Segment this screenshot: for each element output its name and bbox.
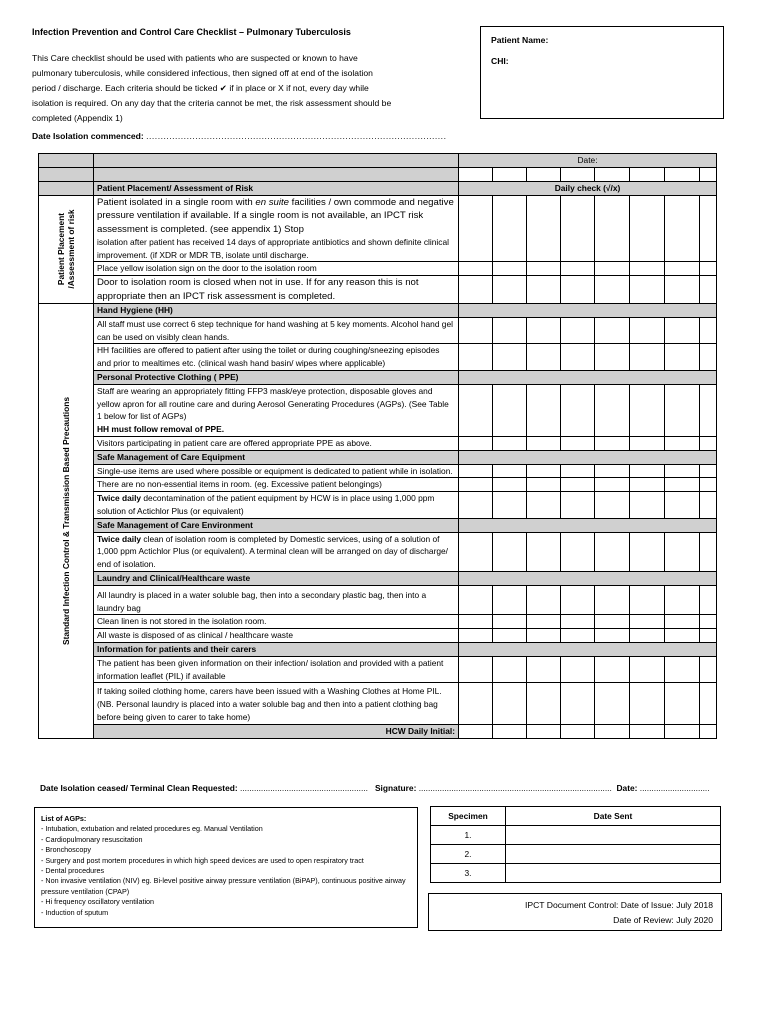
section-fill: [459, 450, 717, 464]
check-cell[interactable]: [630, 532, 665, 571]
date-label: Date:: [616, 783, 638, 793]
check-cell[interactable]: [700, 615, 717, 629]
check-cell[interactable]: [527, 437, 561, 451]
check-cell[interactable]: [527, 615, 561, 629]
date-sent-cell[interactable]: [506, 864, 721, 883]
intro-line: pulmonary tuberculosis, while considered infectious, then signed off at end of the isolation: [32, 68, 373, 78]
check-cell[interactable]: [493, 344, 527, 371]
check-cell[interactable]: [630, 437, 665, 451]
check-cell[interactable]: [459, 276, 493, 304]
checklist-item: Single-use items are used where possible or equipment is dedicated to patient while in isolation.: [94, 464, 459, 478]
check-cell[interactable]: [595, 262, 630, 276]
check-cell[interactable]: [665, 478, 700, 492]
daily-check-header: Daily check (√/x): [459, 182, 717, 196]
check-cell[interactable]: [493, 615, 527, 629]
check-cell[interactable]: [630, 262, 665, 276]
check-cell[interactable]: [595, 195, 630, 262]
check-cell[interactable]: [527, 464, 561, 478]
check-cell[interactable]: [700, 492, 717, 519]
check-cell[interactable]: [665, 344, 700, 371]
check-cell[interactable]: [630, 317, 665, 344]
specimen-header: Specimen: [431, 807, 506, 826]
check-cell[interactable]: [595, 437, 630, 451]
agp-item: - Dental procedures: [41, 866, 105, 876]
check-cell[interactable]: [700, 437, 717, 451]
side-label-line: Standard Infection Control & Transmission Based Precautions: [61, 396, 71, 645]
check-cell[interactable]: [561, 532, 595, 571]
agp-item: - Surgery and post mortem procedures in which high speed devices are used to open respiratory tract: [41, 855, 364, 865]
check-cell[interactable]: [459, 585, 493, 615]
patient-details-box: [480, 26, 724, 119]
intro-line: period / discharge. Each criteria should be ticked ✔ if in place or X if not, every day while: [32, 83, 369, 93]
check-cell[interactable]: [527, 492, 561, 519]
intro-paragraph: [32, 51, 462, 126]
check-cell[interactable]: [493, 656, 527, 683]
check-cell[interactable]: [561, 683, 595, 724]
check-cell[interactable]: [665, 492, 700, 519]
check-cell[interactable]: [630, 629, 665, 643]
check-cell[interactable]: [630, 195, 665, 262]
check-cell[interactable]: [665, 629, 700, 643]
check-cell[interactable]: [527, 629, 561, 643]
date-commenced-label: Date Isolation commenced:: [32, 131, 144, 141]
check-cell[interactable]: [493, 317, 527, 344]
date-sent-header: Date Sent: [506, 807, 721, 826]
checklist-item: Place yellow isolation sign on the door to the isolation room: [94, 262, 459, 276]
patient-name-field[interactable]: Patient Name:: [491, 35, 549, 45]
review-date-text: Date of Review: July 2020: [613, 915, 713, 925]
check-cell[interactable]: [459, 195, 493, 262]
check-cell[interactable]: [561, 492, 595, 519]
check-cell[interactable]: [561, 464, 595, 478]
checklist-item: Staff are wearing an appropriately fitting FFP3 mask/eye protection, disposable gloves and yellow apron for all routine care and during Aerosol Generating Procedures (AGPs). (See Table 1 below for list of AGPs) HH must follow removal of PPE.: [94, 384, 459, 436]
agp-item: - Bronchoscopy: [41, 845, 91, 855]
check-cell[interactable]: [630, 615, 665, 629]
check-cell[interactable]: [561, 344, 595, 371]
section-fill: [459, 572, 717, 586]
check-cell[interactable]: [527, 656, 561, 683]
check-cell[interactable]: [459, 344, 493, 371]
intro-line: This Care checklist should be used with patients who are suspected or known to have: [32, 53, 358, 63]
check-cell[interactable]: [630, 683, 665, 724]
check-cell[interactable]: [700, 585, 717, 615]
check-cell[interactable]: [561, 195, 595, 262]
section-fill: [459, 371, 717, 385]
checklist-item: Visitors participating in patient care are offered appropriate PPE as above.: [94, 437, 459, 451]
check-cell[interactable]: [527, 276, 561, 304]
check-cell[interactable]: [527, 317, 561, 344]
checklist-item: Twice daily clean of isolation room is completed by Domestic services, using of a solution of 1,000 ppm Actichlor Plus (or equivalent). A terminal clean will be arranged on day of discharge/ end of isolation.: [94, 532, 459, 571]
section-placement: Patient Placement/ Assessment of Risk: [94, 182, 459, 196]
agp-item: - Induction of sputum: [41, 907, 109, 917]
check-cell[interactable]: [561, 437, 595, 451]
header-blank-cell: [39, 182, 94, 196]
check-cell[interactable]: [493, 195, 527, 262]
check-cell[interactable]: [700, 384, 717, 436]
check-cell[interactable]: [527, 532, 561, 571]
check-cell[interactable]: [561, 629, 595, 643]
side-label-placement: [39, 195, 94, 303]
check-cell[interactable]: [665, 195, 700, 262]
date-cell[interactable]: [595, 168, 630, 182]
check-cell[interactable]: [630, 384, 665, 436]
check-cell[interactable]: [630, 478, 665, 492]
checklist-item: Clean linen is not stored in the isolation room.: [94, 615, 459, 629]
date-commenced-field[interactable]: [32, 131, 446, 141]
check-cell[interactable]: [665, 615, 700, 629]
check-cell[interactable]: [665, 464, 700, 478]
section-fill: [459, 304, 717, 318]
check-cell[interactable]: [493, 585, 527, 615]
check-cell[interactable]: [493, 437, 527, 451]
check-cell[interactable]: [630, 492, 665, 519]
date-cell[interactable]: [561, 168, 595, 182]
issue-date-text: IPCT Document Control: Date of Issue: July 2018: [524, 900, 713, 910]
agp-item: - Non invasive ventilation (NIV) eg. Bi-level positive airway pressure ventilation (BiPAP), continuous positive airway pressure ventilation (CPAP): [41, 876, 406, 896]
date-sent-cell[interactable]: [506, 826, 721, 845]
date-cell[interactable]: [493, 168, 527, 182]
check-cell[interactable]: [595, 344, 630, 371]
check-cell[interactable]: [595, 384, 630, 436]
check-cell[interactable]: [459, 384, 493, 436]
date-field[interactable]: ..............................: [639, 783, 710, 793]
date-cell[interactable]: [665, 168, 700, 182]
checklist-item: All waste is disposed of as clinical / healthcare waste: [94, 629, 459, 643]
checklist-item: The patient has been given information on their infection/ isolation and provided with a patient information leaflet (PIL) if available: [94, 656, 459, 683]
check-cell[interactable]: [459, 262, 493, 276]
date-cell[interactable]: [459, 168, 493, 182]
check-cell[interactable]: [595, 585, 630, 615]
section-equipment: Safe Management of Care Equipment: [94, 450, 459, 464]
section-environment: Safe Management of Care Environment: [94, 518, 459, 532]
section-fill: [459, 643, 717, 657]
check-cell[interactable]: [595, 478, 630, 492]
check-cell[interactable]: [493, 464, 527, 478]
check-cell[interactable]: [459, 317, 493, 344]
date-cell[interactable]: [700, 168, 717, 182]
checklist-item: Door to isolation room is closed when not in use. If for any reason this is not appropriate then an IPCT risk assessment is completed.: [94, 276, 459, 304]
specimen-table: [430, 806, 721, 883]
check-cell[interactable]: [527, 195, 561, 262]
check-cell[interactable]: [493, 629, 527, 643]
checklist-item: Patient isolated in a single room with en suite facilities / own commode and negative pressure ventilation if available. If a single room is not available, an IPCT risk assessment is completed. (see appendix 1) Stop isolation after patient has received 14 days of appropriate antibiotics and shown definite clinical improvement. (if XDR or MDR TB, isolate until discharge.: [94, 195, 459, 262]
check-cell[interactable]: [527, 344, 561, 371]
agp-list-title: List of AGPs:: [41, 814, 87, 823]
specimen-number: 1.: [431, 826, 506, 845]
specimen-number: 3.: [431, 864, 506, 883]
header-blank-cell: [94, 168, 459, 182]
check-cell[interactable]: [561, 276, 595, 304]
check-cell[interactable]: [595, 317, 630, 344]
agp-list-box: [34, 807, 418, 928]
check-cell[interactable]: [630, 276, 665, 304]
check-cell[interactable]: [459, 683, 493, 724]
check-cell[interactable]: [561, 317, 595, 344]
document-control-box: [428, 893, 722, 931]
check-cell[interactable]: [493, 276, 527, 304]
date-ceased-label: Date Isolation ceased/ Terminal Clean Requested:: [40, 783, 238, 793]
checklist-item: There are no non-essential items in room. (eg. Excessive patient belongings): [94, 478, 459, 492]
check-cell[interactable]: [493, 683, 527, 724]
date-commenced-dots: ........................................................................................................: [146, 131, 447, 141]
check-cell[interactable]: [665, 384, 700, 436]
agp-item: - Cardiopulmonary resuscitation: [41, 834, 143, 844]
check-cell[interactable]: [561, 262, 595, 276]
checklist-item: All staff must use correct 6 step technique for hand washing at 5 key moments. Alcohol hand gel can be used on visibly clean hands.: [94, 317, 459, 344]
check-cell[interactable]: [459, 629, 493, 643]
check-cell[interactable]: [665, 317, 700, 344]
check-cell[interactable]: [527, 384, 561, 436]
check-cell[interactable]: [595, 276, 630, 304]
check-cell[interactable]: [700, 478, 717, 492]
checklist-item: HH facilities are offered to patient after using the toilet or during coughing/sneezing episodes and prior to mealtimes etc. (clinical wash hand basin/ wipes where applicable): [94, 344, 459, 371]
date-ceased-field[interactable]: .......................................................: [239, 783, 368, 793]
check-cell[interactable]: [665, 585, 700, 615]
check-cell[interactable]: [527, 262, 561, 276]
intro-line: isolation is required. On any day that the criteria cannot be met, the risk assessment should be: [32, 98, 392, 108]
signature-label: Signature:: [374, 783, 417, 793]
checklist-item: If taking soiled clothing home, carers have been issued with a Washing Clothes at Home PIL. (NB. Personal laundry is placed into a water soluble bag and then into a patient clothing bag before being given to carer to take home): [94, 683, 459, 724]
date-cell[interactable]: [630, 168, 665, 182]
check-cell[interactable]: [595, 532, 630, 571]
initial-cell[interactable]: [595, 724, 630, 738]
check-cell[interactable]: [493, 478, 527, 492]
initial-cell[interactable]: [561, 724, 595, 738]
check-cell[interactable]: [493, 532, 527, 571]
check-cell[interactable]: [630, 585, 665, 615]
check-cell[interactable]: [700, 262, 717, 276]
check-cell[interactable]: [561, 384, 595, 436]
check-cell[interactable]: [700, 629, 717, 643]
checklist-item: All laundry is placed in a water soluble bag, then into a secondary plastic bag, then into a laundry bag: [94, 585, 459, 615]
checklist-item-note: HH must follow removal of PPE.: [97, 424, 225, 435]
check-cell[interactable]: [459, 478, 493, 492]
check-cell[interactable]: [493, 384, 527, 436]
document-title: Infection Prevention and Control Care Checklist – Pulmonary Tuberculosis: [32, 27, 351, 37]
check-cell[interactable]: [561, 585, 595, 615]
section-hand-hygiene: Hand Hygiene (HH): [94, 304, 459, 318]
section-ppe: Personal Protective Clothing ( PPE): [94, 371, 459, 385]
check-cell[interactable]: [595, 615, 630, 629]
initial-cell[interactable]: [700, 724, 717, 738]
check-cell[interactable]: [493, 492, 527, 519]
check-cell[interactable]: [527, 585, 561, 615]
date-header: Date:: [459, 154, 717, 168]
check-cell[interactable]: [595, 683, 630, 724]
side-label-line: Patient Placement: [56, 213, 66, 286]
side-label-precautions: [39, 304, 94, 739]
header-blank-cell: [39, 168, 94, 182]
specimen-number: 2.: [431, 845, 506, 864]
check-cell[interactable]: [665, 656, 700, 683]
check-cell[interactable]: [527, 478, 561, 492]
check-cell[interactable]: [459, 492, 493, 519]
check-cell[interactable]: [700, 317, 717, 344]
check-cell[interactable]: [561, 478, 595, 492]
check-cell[interactable]: [665, 683, 700, 724]
signature-field[interactable]: ...................................................................................: [418, 783, 612, 793]
check-cell[interactable]: [700, 276, 717, 304]
intro-line: completed (Appendix 1): [32, 113, 123, 123]
date-sent-cell[interactable]: [506, 845, 721, 864]
check-cell[interactable]: [700, 656, 717, 683]
check-cell[interactable]: [630, 464, 665, 478]
section-fill: [459, 518, 717, 532]
initial-cell[interactable]: [665, 724, 700, 738]
check-cell[interactable]: [493, 262, 527, 276]
side-label-line: /Assessment of risk: [66, 209, 76, 290]
check-cell[interactable]: [700, 344, 717, 371]
check-cell[interactable]: [700, 532, 717, 571]
check-cell[interactable]: [665, 437, 700, 451]
check-cell[interactable]: [630, 344, 665, 371]
check-cell[interactable]: [665, 532, 700, 571]
initial-cell[interactable]: [527, 724, 561, 738]
check-cell[interactable]: [665, 262, 700, 276]
check-cell[interactable]: [459, 532, 493, 571]
check-cell[interactable]: [700, 683, 717, 724]
check-cell[interactable]: [561, 615, 595, 629]
check-cell[interactable]: [561, 656, 595, 683]
check-cell[interactable]: [700, 195, 717, 262]
hcw-daily-initial-label: HCW Daily Initial:: [94, 724, 459, 738]
check-cell[interactable]: [595, 629, 630, 643]
agp-item: - Hi frequency oscillatory ventilation: [41, 897, 155, 907]
check-cell[interactable]: [595, 464, 630, 478]
check-cell[interactable]: [700, 464, 717, 478]
initial-cell[interactable]: [493, 724, 527, 738]
check-cell[interactable]: [665, 276, 700, 304]
check-cell[interactable]: [595, 492, 630, 519]
header-blank-cell: [94, 154, 459, 168]
check-cell[interactable]: [595, 656, 630, 683]
date-cell[interactable]: [527, 168, 561, 182]
check-cell[interactable]: [459, 464, 493, 478]
checklist-item: Twice daily decontamination of the patient equipment by HCW is in place using 1,000 ppm solution of Actichlor Plus (or equivalent): [94, 492, 459, 519]
checklist-item-note: isolation after patient has received 14 days of appropriate antibiotics and shown definite clinical improvement. (if XDR or MDR TB, isolate until discharge.: [97, 237, 449, 260]
check-cell[interactable]: [527, 683, 561, 724]
check-cell[interactable]: [459, 615, 493, 629]
agp-item: - Intubation, extubation and related procedures eg. Manual Ventilation: [41, 824, 263, 834]
chi-field[interactable]: CHI:: [491, 56, 509, 66]
initial-cell[interactable]: [630, 724, 665, 738]
isolation-ceased-line: [40, 783, 710, 793]
check-cell[interactable]: [459, 437, 493, 451]
check-cell[interactable]: [459, 656, 493, 683]
care-checklist-table: [38, 153, 717, 739]
initial-cell[interactable]: [459, 724, 493, 738]
check-cell[interactable]: [630, 656, 665, 683]
section-laundry: Laundry and Clinical/Healthcare waste: [94, 572, 459, 586]
header-blank-cell: [39, 154, 94, 168]
section-information: Information for patients and their carers: [94, 643, 459, 657]
